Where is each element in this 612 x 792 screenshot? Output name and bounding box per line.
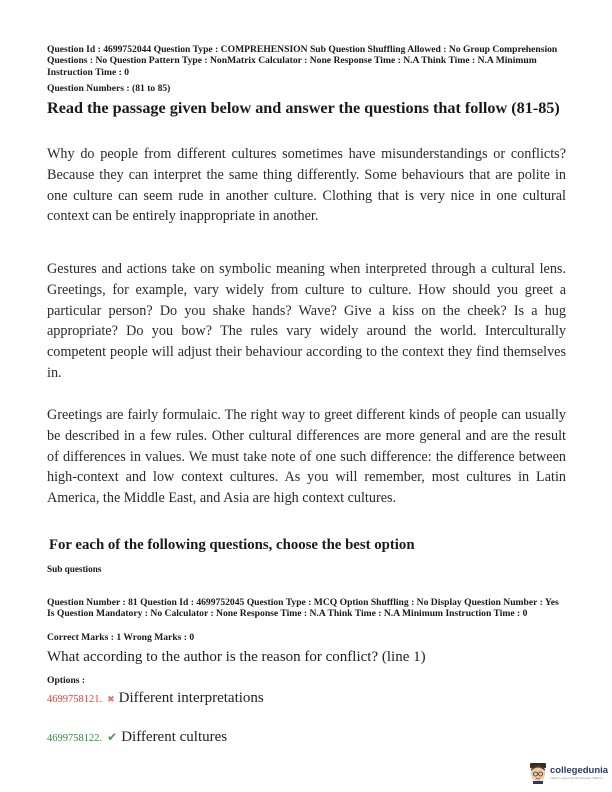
question-metadata: Question Number : 81 Question Id : 4699752045 Question Type : MCQ Option Shuffling : No Display Question Number : Yes Is Question Mandatory : No Calculator : None Response Time : N.A Think Time : N.A Minimum Instruction Time : 0 — [47, 597, 559, 620]
sub-questions-label: Sub questions — [47, 564, 102, 574]
passage-heading: Read the passage given below and answer the questions that follow (81-85) — [47, 99, 560, 117]
option-text: Different interpretations — [118, 690, 264, 706]
option-correct — [47, 729, 227, 746]
question-numbers: Question Numbers : (81 to 85) — [47, 83, 171, 94]
passage-paragraph-1: Why do people from different cultures sometimes have misunderstandings or conflicts? Because they can interpret the same thing differently. Some behaviours that are polite in one culture can seem rude in another culture. Clothing that is very nice in one cultural context can be entirely inappropriate in another. — [47, 146, 566, 225]
options-label: Options : — [47, 675, 86, 686]
cross-icon: ✖ — [107, 694, 115, 704]
watermark-tagline: India's Largest Student Review Platform — [550, 776, 604, 780]
comprehension-metadata: Question Id : 4699752044 Question Type : COMPREHENSION Sub Question Shuffling Allowed : No Group Comprehension Questions : No Question Pattern Type : NonMatrix Calculator : None Response Time : N.A Think Time : N.A Minimum Instruction Time : 0 — [47, 44, 558, 78]
passage-paragraph-3: Greetings are fairly formulaic. The right way to greet different kinds of people can usually be described in a few rules. Other cultural differences are more general and are the result of differences in values. We must take note of one such difference: the difference between high-context and low context cultures. As you will remember, most cultures in Latin America, the Middle East, and Asia are high context cultures. — [47, 407, 566, 507]
passage-paragraph-2: Gestures and actions take on symbolic meaning when interpreted through a cultural lens. Greetings, for example, vary widely from culture to culture. How should you greet a particular person? Do you shake hands? Wave? Give a kiss on the cheek? Is a hug appropriate? Do you bow? The rules vary widely around the world. Interculturally competent people will adjust their behaviour according to the context they find themselves in. — [47, 261, 566, 381]
option-wrong — [47, 690, 264, 707]
option-text: Different cultures — [121, 729, 228, 745]
option-id: 4699758121. — [47, 694, 103, 705]
check-icon: ✔ — [107, 730, 118, 744]
option-id: 4699758122. — [47, 733, 103, 744]
instruction-heading: For each of the following questions, choose the best option — [49, 537, 415, 553]
watermark-name: collegedunia — [550, 765, 609, 776]
mascot-logo-icon — [528, 762, 548, 784]
question-marks: Correct Marks : 1 Wrong Marks : 0 — [47, 632, 195, 643]
collegedunia-watermark — [528, 762, 608, 784]
question-text: What according to the author is the reason for conflict? (line 1) — [47, 649, 426, 665]
